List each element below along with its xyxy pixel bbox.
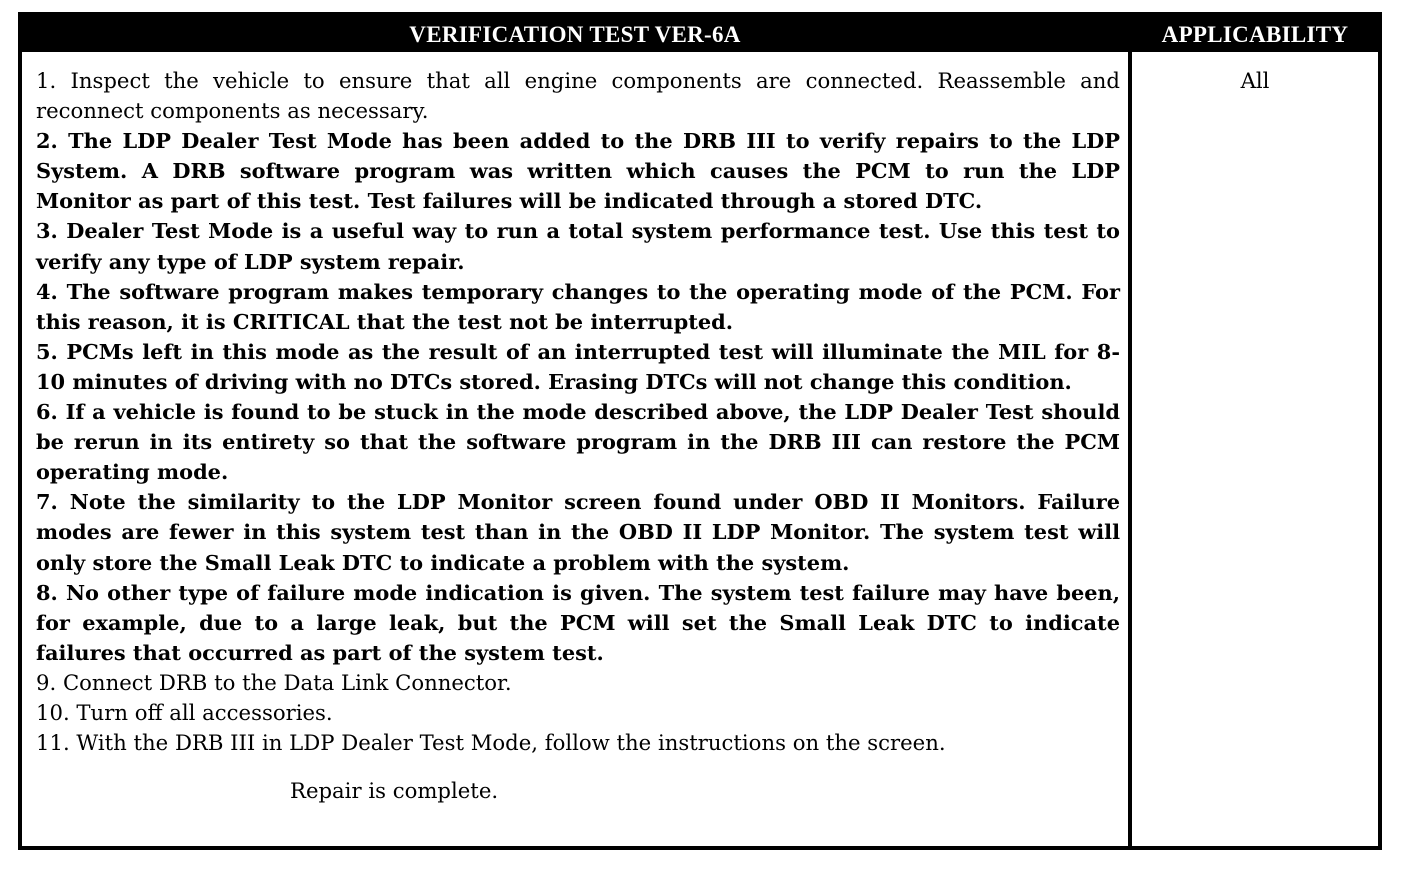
table-header-row xyxy=(22,16,1378,52)
step-3: 3. Dealer Test Mode is a useful way to run a total system performance test. Use this test to verify any type of LDP system repair. xyxy=(36,218,1120,274)
applicability-cell xyxy=(1132,66,1378,96)
verification-test-table xyxy=(18,12,1382,850)
step-7: 7. Note the similarity to the LDP Monitor screen found under OBD II Monitors. Failure modes are fewer in this system test than in the OBD II LDP Monitor. The system test will only store the Small Leak DTC to indicate a problem with the system. xyxy=(36,489,1120,575)
column-divider xyxy=(1128,16,1132,846)
step-6: 6. If a vehicle is found to be stuck in the mode described above, the LDP Dealer Test should be rerun in its entirety so that the software program in the DRB III can restore the PCM operating mode. xyxy=(36,399,1120,485)
closing-statement: Repair is complete. xyxy=(290,778,499,804)
step-10: 10. Turn off all accessories. xyxy=(36,699,333,725)
test-title-header: VERIFICATION TEST VER-6A xyxy=(409,22,741,47)
step-9: 9. Connect DRB to the Data Link Connector. xyxy=(36,669,512,695)
step-5: 5. PCMs left in this mode as the result of an interrupted test will illuminate the MIL for 8-10 minutes of driving with no DTCs stored. Erasing DTCs will not change this condition. xyxy=(36,338,1120,394)
step-2: 2. The LDP Dealer Test Mode has been added to the DRB III to verify repairs to the LDP System. A DRB software program was written which causes the PCM to run the LDP Monitor as part of this test. Test failures will be indicated through a stored DTC. xyxy=(36,128,1120,214)
step-11: 11. With the DRB III in LDP Dealer Test Mode, follow the instructions on the screen. xyxy=(36,730,946,756)
step-8: 8. No other type of failure mode indication is given. The system test failure may have been, for example, due to a large leak, but the PCM will set the Small Leak DTC to indicate failures that occurred as part of the system test. xyxy=(36,579,1120,665)
applicability-value: All xyxy=(1240,68,1270,93)
applicability-header: APPLICABILITY xyxy=(1161,22,1349,47)
step-4: 4. The software program makes temporary changes to the operating mode of the PCM. For this reason, it is CRITICAL that the test not be interrupted. xyxy=(36,278,1120,334)
step-1: 1. Inspect the vehicle to ensure that all engine components are connected. Reassemble and reconnect components as necessary. xyxy=(36,68,1120,124)
test-steps-cell xyxy=(36,66,1120,806)
